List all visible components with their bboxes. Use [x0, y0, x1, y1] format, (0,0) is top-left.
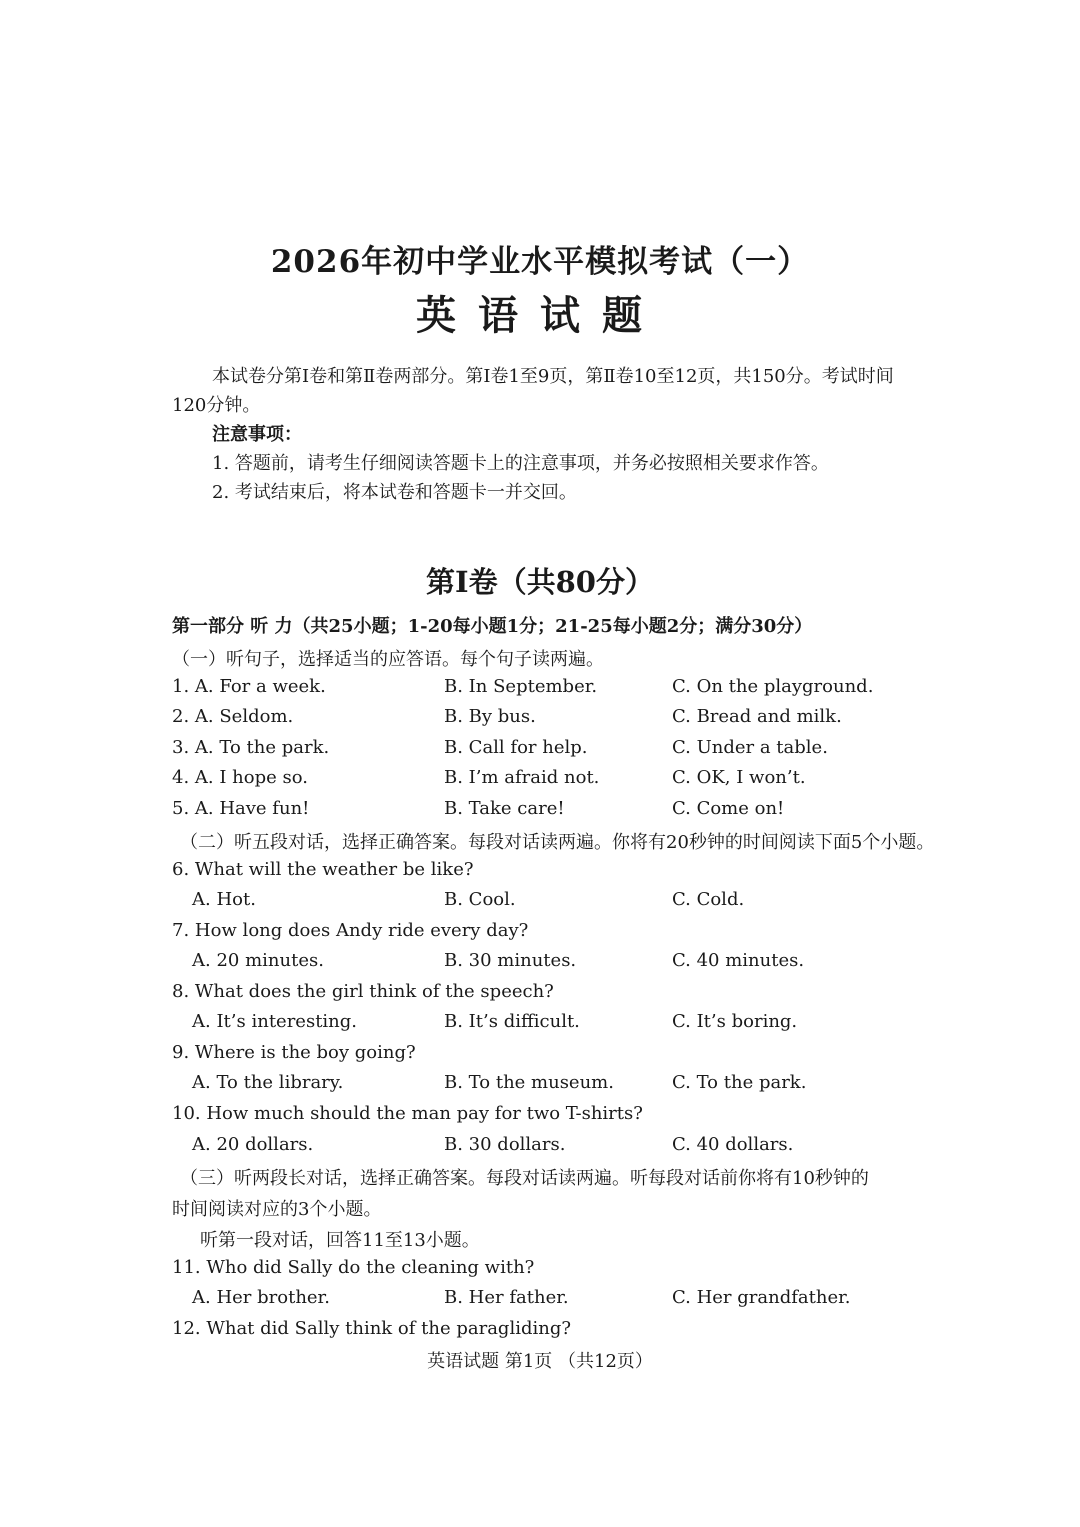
option-b: B. Take care! — [444, 798, 565, 819]
question-text: 12. What did Sally think of the paragliding? — [172, 1318, 572, 1339]
option-b: B. 30 minutes. — [444, 950, 577, 971]
option-a: 2. A. Seldom. — [172, 706, 294, 727]
option-a: 5. A. Have fun! — [172, 798, 310, 819]
option-a: 4. A. I hope so. — [172, 767, 308, 788]
option-a: 3. A. To the park. — [172, 737, 330, 758]
sub3-instruction: （三）听两段长对话，选择正确答案。每段对话读两遍。听每段对话前你将有10秒钟的 — [180, 1168, 869, 1189]
page-footer: 英语试题 第1页 （共12页） — [427, 1351, 653, 1372]
subject-title: 英语试题 — [416, 292, 664, 339]
option-b: B. Her father. — [444, 1287, 569, 1308]
option-c: C. Cold. — [672, 889, 745, 910]
note-item: 1. 答题前，请考生仔细阅读答题卡上的注意事项，并务必按照相关要求作答。 — [212, 453, 829, 474]
option-a: A. Her brother. — [192, 1287, 330, 1308]
option-c: C. It’s boring. — [672, 1011, 798, 1032]
option-c: C. 40 dollars. — [672, 1134, 794, 1155]
sub3-instruction-cont: 时间阅读对应的3个小题。 — [172, 1199, 382, 1220]
option-b: B. In September. — [444, 676, 598, 697]
intro-paragraph: 本试卷分第Ⅰ卷和第Ⅱ卷两部分。第Ⅰ卷1至9页，第Ⅱ卷10至12页，共150分。考试时间120分钟。 — [172, 366, 894, 416]
question-text: 8. What does the girl think of the speech? — [172, 981, 554, 1002]
dialog1-instruction: 听第一段对话，回答11至13小题。 — [200, 1230, 480, 1251]
option-c: C. To the park. — [672, 1072, 807, 1093]
section-title: 第Ⅰ卷（共80分） — [426, 565, 654, 599]
question-text: 10. How much should the man pay for two T-shirts? — [172, 1103, 643, 1124]
exam-title: 2026年初中学业水平模拟考试（一） — [270, 244, 810, 280]
option-c: C. Come on! — [672, 798, 785, 819]
option-c: C. On the playground. — [672, 676, 874, 697]
option-b: B. Call for help. — [444, 737, 588, 758]
note-item: 2. 考试结束后，将本试卷和答题卡一并交回。 — [212, 482, 577, 503]
option-b: B. It’s difficult. — [444, 1011, 580, 1032]
option-a: A. 20 minutes. — [192, 950, 324, 971]
option-c: C. OK, I won’t. — [672, 767, 806, 788]
option-c: C. Bread and milk. — [672, 706, 842, 727]
option-b: B. 30 dollars. — [444, 1134, 566, 1155]
question-text: 6. What will the weather be like? — [172, 859, 474, 880]
option-a: 1. A. For a week. — [172, 676, 326, 697]
option-b: B. Cool. — [444, 889, 516, 910]
notes-heading: 注意事项： — [212, 424, 302, 445]
option-c: C. Her grandfather. — [672, 1287, 851, 1308]
option-c: C. Under a table. — [672, 737, 828, 758]
question-text: 9. Where is the boy going? — [172, 1042, 416, 1063]
option-a: A. To the library. — [192, 1072, 344, 1093]
option-b: B. To the museum. — [444, 1072, 614, 1093]
part-title: 第一部分 听 力（共25小题；1-20每小题1分；21-25每小题2分；满分30分） — [172, 616, 813, 637]
option-a: A. It’s interesting. — [192, 1011, 358, 1032]
option-b: B. By bus. — [444, 706, 536, 727]
question-text: 11. Who did Sally do the cleaning with? — [172, 1257, 535, 1278]
sub1-instruction: （一）听句子，选择适当的应答语。每个句子读两遍。 — [172, 649, 604, 670]
option-b: B. I’m afraid not. — [444, 767, 600, 788]
option-a: A. 20 dollars. — [192, 1134, 314, 1155]
question-text: 7. How long does Andy ride every day? — [172, 920, 529, 941]
option-a: A. Hot. — [192, 889, 256, 910]
sub2-instruction: （二）听五段对话，选择正确答案。每段对话读两遍。你将有20秒钟的时间阅读下面5个小题。 — [180, 832, 935, 853]
option-c: C. 40 minutes. — [672, 950, 805, 971]
